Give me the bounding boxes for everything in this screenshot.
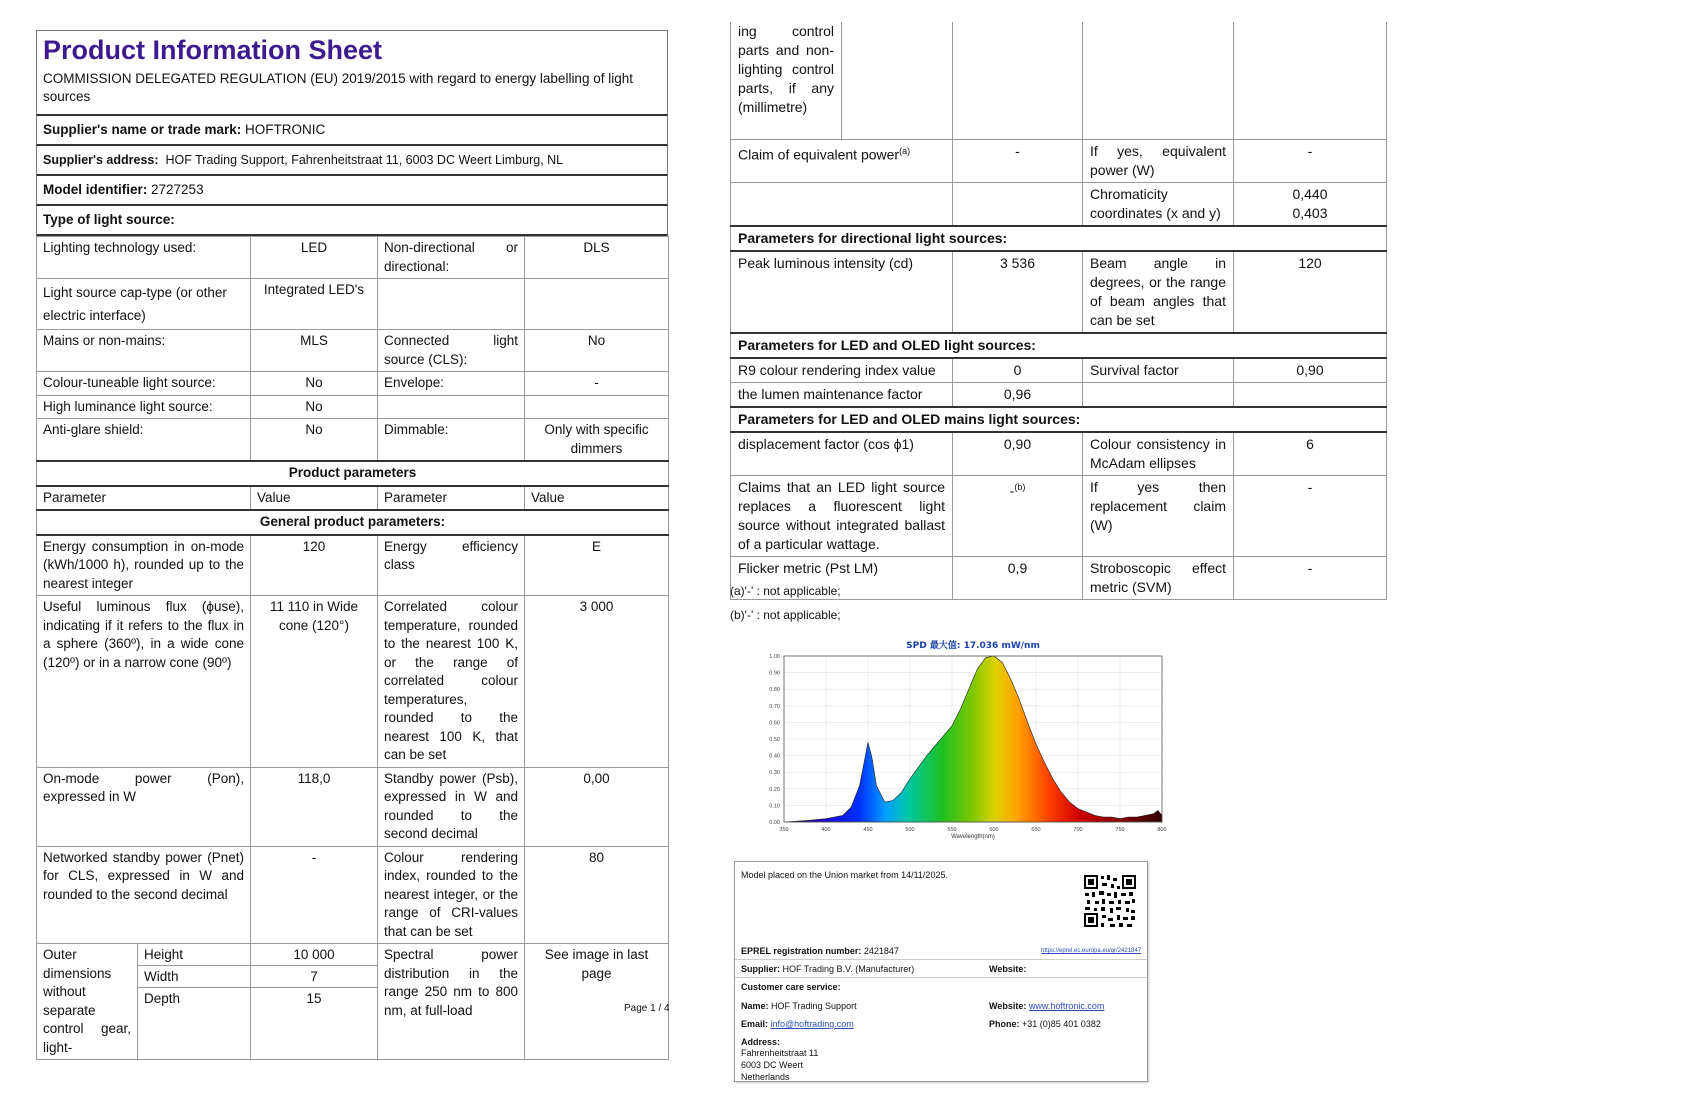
y-tick-label: 0.40: [769, 753, 780, 760]
param-cell: Correlated colour temperature, rounded to the nearest 100 K, or the range of correlated colour temperatures, rounded to the nearest 100 K, that can be set: [378, 596, 525, 768]
column-header: Parameter: [37, 486, 251, 511]
market-text: Model placed on the Union market from 14/11/2025.: [741, 870, 948, 880]
table-row: [731, 183, 1387, 227]
param-cell: [1083, 383, 1234, 408]
website2-row: [989, 1001, 1104, 1011]
eprel-label: EPREL registration number:: [741, 946, 862, 956]
claim-equivalent-label: Claim of equivalent power: [738, 146, 900, 163]
dim-height-label: Height: [138, 944, 250, 966]
param-cell: Survival factor: [1083, 358, 1234, 383]
table-row: [731, 140, 1387, 183]
param-cell: Claims that an LED light source replaces a fluorescent light source without integrated ballast of a particular wattage.: [731, 476, 953, 557]
param-cell: Lighting technology used:: [37, 237, 251, 279]
param-cell: On-mode power (Pon), expressed in W: [37, 767, 251, 846]
table-row: [731, 251, 1387, 333]
empty-cell: [953, 22, 1083, 140]
table-row: [37, 237, 669, 279]
dimensions-cell: [37, 944, 251, 1060]
table-row: [731, 383, 1387, 408]
value-cell: 0,90: [1234, 358, 1387, 383]
divider: [735, 977, 1147, 978]
y-tick-label: 0.20: [769, 786, 780, 793]
value-cell: [525, 395, 669, 419]
dim-values: [251, 944, 378, 1060]
y-tick-label: 0.30: [769, 770, 780, 777]
param-cell: Standby power (Psb), expressed in W and rounded to the second decimal: [378, 767, 525, 846]
column-header: Value: [251, 486, 378, 511]
website2-label: Website:: [989, 1001, 1027, 1011]
param-cell: If yes, equivalent power (W): [1083, 140, 1234, 183]
footnote-ref: (b): [1014, 482, 1026, 492]
param-cell: Colour-tuneable light source:: [37, 372, 251, 396]
param-cell: Spectral power distribution in the range 250 nm to 800 nm, at full-load: [378, 944, 525, 1060]
value-cell: 0: [953, 358, 1083, 383]
value-cell: 120: [251, 535, 378, 596]
dim-width-value: 7: [251, 966, 377, 988]
x-tick-label: 600: [989, 827, 999, 833]
qr-code-icon: [1083, 874, 1137, 928]
y-tick-label: 0.60: [769, 720, 780, 727]
value-cell: -: [525, 372, 669, 396]
value-cell: -: [953, 140, 1083, 183]
card-website-label: [989, 964, 1026, 974]
param-cell: Non-directional or directional:: [378, 237, 525, 279]
value-cell: 120: [1234, 251, 1387, 333]
address-label-text: Address:: [741, 1037, 781, 1047]
value-cell: DLS: [525, 237, 669, 279]
model-label: Model identifier:: [43, 182, 148, 197]
value-cell: 0,9: [953, 557, 1083, 600]
value-cell: No: [525, 330, 669, 372]
divider: [735, 959, 1147, 960]
table-row: [731, 22, 1387, 140]
type-row: [36, 206, 668, 236]
claims-value: -: [1009, 482, 1015, 499]
value-cell: E: [525, 535, 669, 596]
model-value: 2727253: [151, 182, 204, 197]
value-cell: 11 110 in Wide cone (120°): [251, 596, 378, 768]
param-cell: Useful luminous flux (ϕuse), indicating if it refers to the flux in a sphere (360º), in a wide cone (120º) or in a narrow cone (90º): [37, 596, 251, 768]
email-row: [741, 1019, 854, 1029]
supplier-label: Supplier's name or trade mark:: [43, 122, 242, 137]
value-cell: LED: [251, 237, 378, 279]
param-cell: Peak luminous intensity (cd): [731, 251, 953, 333]
dim-names: [138, 944, 251, 1059]
x-tick-label: 350: [779, 827, 789, 833]
website-label-text: Website:: [989, 964, 1027, 974]
address-line: Fahrenheitstraat 11: [741, 1048, 819, 1058]
outer-dimensions-label: Outer dimensions without separate control gear, light-: [37, 944, 138, 1059]
type-table: [36, 236, 669, 1060]
supplier-row: [741, 964, 914, 974]
param-cell: R9 colour rendering index value: [731, 358, 953, 383]
table-row: [731, 476, 1387, 557]
value-cell: -: [251, 846, 378, 944]
value-cell: [953, 183, 1083, 227]
param-cell: Stroboscopic effect metric (SVM): [1083, 557, 1234, 600]
section-header: Parameters for directional light sources:: [731, 226, 1387, 251]
param-cell: Anti-glare shield:: [37, 419, 251, 462]
supplier-value: HOFTRONIC: [245, 122, 326, 137]
value-cell: [953, 476, 1083, 557]
value-cell: No: [251, 372, 378, 396]
dim-depth-value: 15: [306, 991, 322, 1006]
param-cell: Energy consumption in on-mode (kWh/1000 h), rounded up to the nearest integer: [37, 535, 251, 596]
model-row: [36, 176, 668, 206]
table-row: [37, 846, 669, 944]
x-tick-label: 800: [1157, 827, 1167, 833]
general-header-row: [37, 510, 669, 535]
page-title: Product Information Sheet: [36, 30, 668, 68]
x-axis-label: Wavelength(nm): [951, 834, 995, 840]
dim-depth-label: Depth: [144, 991, 181, 1006]
phone-label: Phone:: [989, 1019, 1020, 1029]
param-cell: Flicker metric (Pst LM): [731, 557, 953, 600]
mains-header-row: [731, 407, 1387, 432]
dim-width-label: Width: [138, 966, 250, 988]
table-row: [731, 358, 1387, 383]
y-tick-label: 0.10: [769, 803, 780, 810]
supplier-row: [36, 116, 668, 146]
value-cell: 6: [1234, 432, 1387, 476]
x-tick-label: 650: [1031, 827, 1041, 833]
param-cell: [378, 279, 525, 330]
param-cell: [378, 395, 525, 419]
left-page: [36, 30, 668, 1060]
dimensions-subtable: [37, 944, 250, 1059]
value-cell: -: [1234, 140, 1387, 183]
card-supplier-value: HOF Trading B.V. (Manufacturer): [782, 964, 915, 974]
value-cell: [1234, 383, 1387, 408]
page-number: Page 1 / 4: [624, 1003, 670, 1014]
y-tick-label: 0.90: [769, 670, 780, 677]
eprel-link[interactable]: https://eprel.ec.europa.eu/qr/2421847: [1041, 948, 1142, 954]
directional-header-row: [731, 226, 1387, 251]
table-row: [37, 596, 669, 768]
value-cell: 3 000: [525, 596, 669, 768]
product-params-header-row: [37, 461, 669, 486]
x-tick-label: 750: [1115, 827, 1125, 833]
param-cell: Colour rendering index, rounded to the nearest integer, or the range of CRI-values that can be set: [378, 846, 525, 944]
chart-title: SPD 最大值: 17.036 mW/nm: [906, 641, 1040, 651]
y-tick-label: 1.00: [769, 654, 780, 660]
x-tick-label: 450: [863, 827, 873, 833]
card-address-label: [741, 1037, 780, 1047]
value-cell: See image in last page: [525, 944, 669, 1060]
param-cell: Chromaticity coordinates (x and y): [1083, 183, 1234, 227]
control-parts-label: ing control parts and non-lighting control parts, if any (millimetre): [731, 22, 842, 139]
param-cell: the lumen maintenance factor: [731, 383, 953, 408]
value-cell: Integrated LED's: [251, 279, 378, 330]
footnote-a: (a)'-' : not applicable;: [730, 584, 841, 598]
control-parts-cell: [731, 22, 953, 140]
right-page: [730, 22, 1386, 600]
param-cell: Envelope:: [378, 372, 525, 396]
led-header-row: [731, 333, 1387, 358]
table-row: [37, 535, 669, 596]
value-cell: -: [1234, 476, 1387, 557]
email-label: Email:: [741, 1019, 769, 1029]
param-cell: High luminance light source:: [37, 395, 251, 419]
regulation-subtitle: COMMISSION DELEGATED REGULATION (EU) 2019/2015 with regard to energy labelling of light sources: [36, 68, 668, 116]
value-cell: 0,90: [953, 432, 1083, 476]
type-label: Type of light source:: [43, 212, 175, 227]
footnote-ref: (a): [899, 146, 911, 156]
y-tick-label: 0.70: [769, 703, 780, 710]
value-cell: 0,96: [953, 383, 1083, 408]
email-link[interactable]: info@hoftrading.com: [770, 1019, 854, 1029]
phone-value: +31 (0)85 401 0382: [1022, 1019, 1101, 1029]
table-row: [37, 279, 669, 330]
value-cell: -: [1234, 557, 1387, 600]
column-header: Parameter: [378, 486, 525, 511]
table-row: [37, 767, 669, 846]
dim-height-value: 10 000: [251, 944, 377, 966]
card-supplier-label: Supplier:: [741, 964, 781, 974]
param-cell: Networked standby power (Pnet) for CLS, expressed in W and rounded to the second decimal: [37, 846, 251, 944]
param-cell: displacement factor (cos ϕ1): [731, 432, 953, 476]
x-tick-label: 700: [1073, 827, 1083, 833]
customer-care-label: [741, 982, 841, 992]
table-row: [37, 395, 669, 419]
value-cell: [525, 279, 669, 330]
value-cell: No: [251, 419, 378, 462]
value-cell: 0,00: [525, 767, 669, 846]
y-tick-label: 0.50: [769, 737, 780, 743]
table-row: [37, 330, 669, 372]
value-cell: 80: [525, 846, 669, 944]
column-header: Value: [525, 486, 669, 511]
footnote-b: (b)'-' : not applicable;: [730, 608, 841, 622]
param-cell: Dimmable:: [378, 419, 525, 462]
address-label: Supplier's address:: [43, 153, 159, 167]
eprel-card: [734, 861, 1148, 1082]
name-label: Name:: [741, 1001, 769, 1011]
spd-chart: [756, 636, 1170, 842]
x-tick-label: 400: [821, 827, 831, 833]
eprel-value: 2421847: [863, 946, 899, 956]
y-tick-label: 0.80: [769, 687, 780, 694]
param-cell: Light source cap-type (or other electric interface): [37, 279, 251, 330]
address-line: 6003 DC Weert: [741, 1060, 803, 1070]
column-header-row: [37, 486, 669, 511]
eprel-row: [741, 946, 899, 956]
param-cell: [731, 183, 953, 227]
param-cell: Colour consistency in McAdam ellipses: [1083, 432, 1234, 476]
empty-cell: [1083, 22, 1234, 140]
value-cell: No: [251, 395, 378, 419]
name-value: HOF Trading Support: [771, 1001, 857, 1011]
section-header: General product parameters:: [37, 510, 669, 535]
value-cell: 118,0: [251, 767, 378, 846]
value-cell: 3 536: [953, 251, 1083, 333]
address-line: Netherlands: [741, 1072, 790, 1080]
x-tick-label: 500: [905, 827, 915, 833]
table-row: [37, 372, 669, 396]
address-row: [36, 146, 668, 176]
param-cell: Connected light source (CLS):: [378, 330, 525, 372]
value-cell: Only with specific dimmers: [525, 419, 669, 462]
empty-cell: [1234, 22, 1387, 140]
param-cell: If yes then replacement claim (W): [1083, 476, 1234, 557]
section-header: Product parameters: [37, 461, 669, 486]
right-table: [730, 22, 1387, 600]
address-value: HOF Trading Support, Fahrenheitstraat 11, 6003 DC Weert Limburg, NL: [165, 153, 564, 167]
param-cell: Energy efficiency class: [378, 535, 525, 596]
care-label-text: Customer care service:: [741, 982, 841, 992]
param-cell: [731, 140, 953, 183]
y-tick-label: 0.00: [769, 820, 780, 826]
table-row: [731, 432, 1387, 476]
section-header: Parameters for LED and OLED light sources:: [731, 333, 1387, 358]
table-row: [37, 419, 669, 462]
value-cell: 0,440 0,403: [1234, 183, 1387, 227]
table-row: [37, 944, 669, 1060]
phone-row: [989, 1019, 1101, 1029]
param-cell: Mains or non-mains:: [37, 330, 251, 372]
x-tick-label: 550: [947, 827, 957, 833]
param-cell: Beam angle in degrees, or the range of beam angles that can be set: [1083, 251, 1234, 333]
name-row: [741, 1001, 857, 1011]
section-header: Parameters for LED and OLED mains light sources:: [731, 407, 1387, 432]
website-link[interactable]: www.hoftronic.com: [1028, 1001, 1105, 1011]
value-cell: MLS: [251, 330, 378, 372]
